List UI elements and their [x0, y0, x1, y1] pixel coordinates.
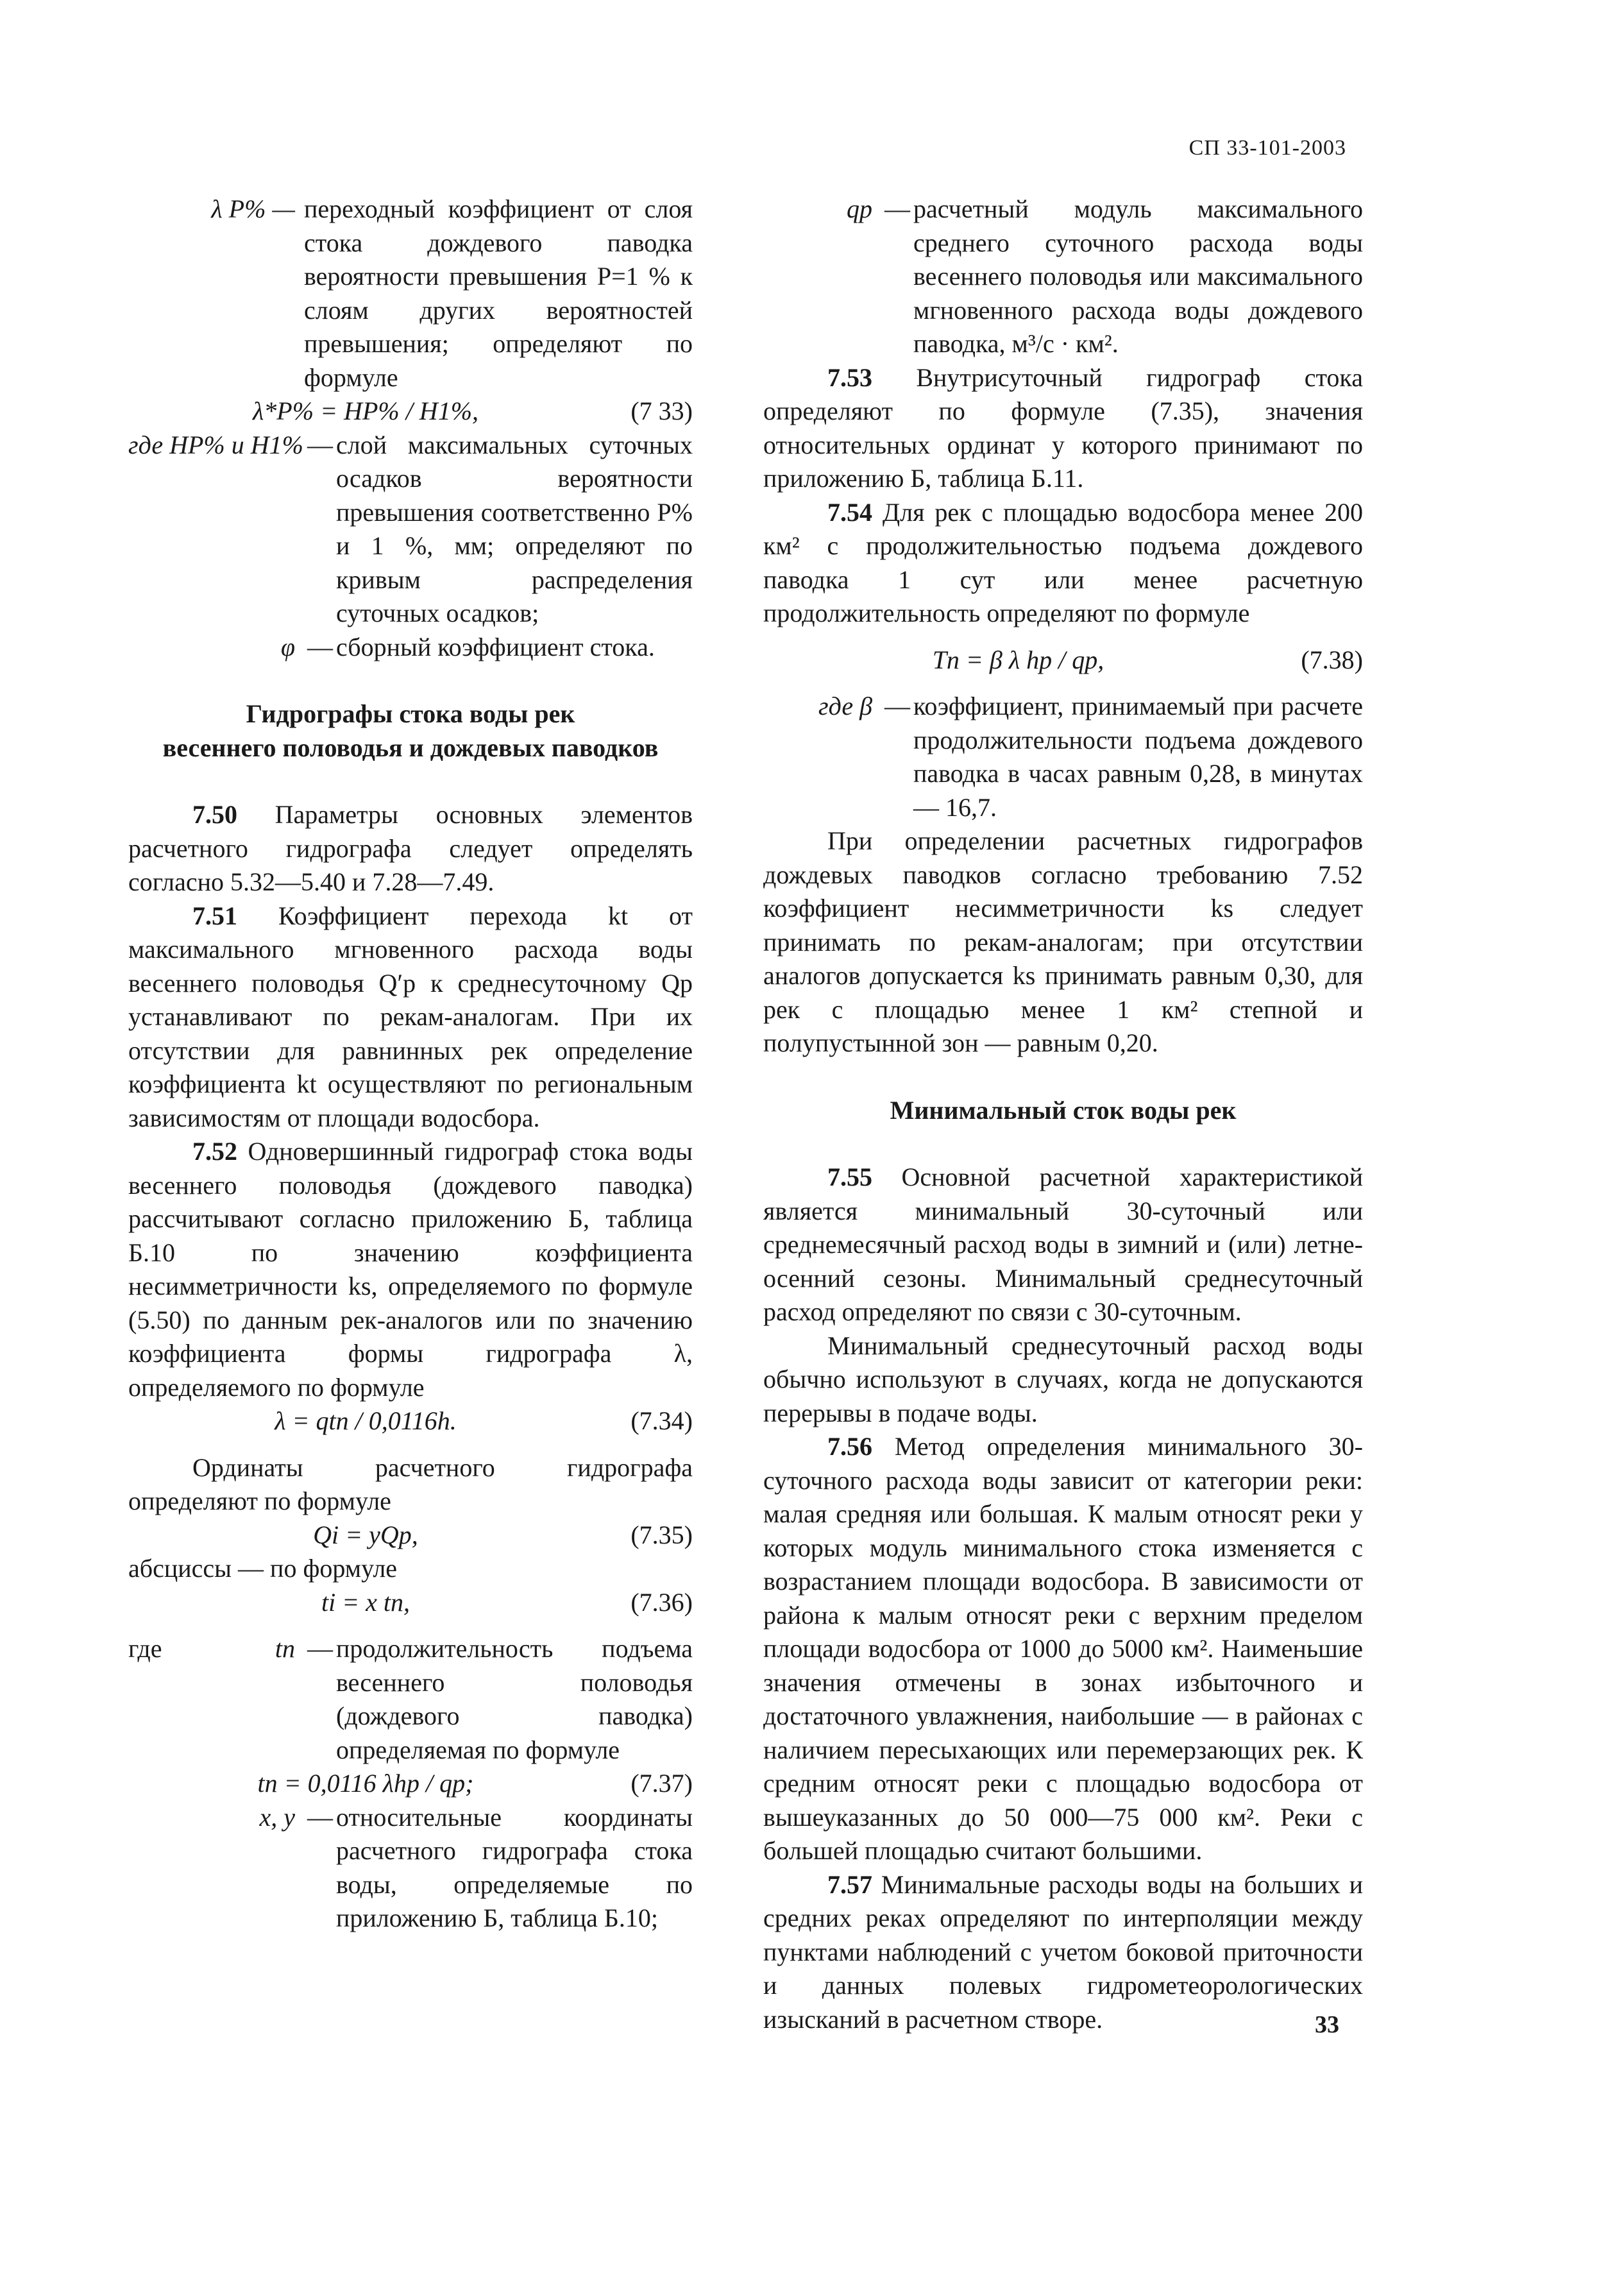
formula-number: (7.37) [630, 1769, 693, 1798]
formula-7-36 [128, 1586, 693, 1620]
paragraph-7-50 [128, 798, 693, 899]
clause-number: 7.50 [192, 800, 237, 829]
paragraph-text: Для рек с площадью водосбора менее 200 км² с продолжительностью подъема дождевого паводка 1 сут или менее расчетную продолжительность определяют по формуле [763, 497, 1363, 627]
section-heading: Гидрографы стока воды рек [246, 699, 575, 728]
definition-text: переходный коэффициент от слоя стока дождевого паводка вероятности превышения P=1 % к слоям других вероятностей превышения; определяют по формуле [304, 194, 693, 392]
definition-text: слой максимальных суточных осадков вероятности превышения соответственно P% и 1 %, мм; определяют по кривым распределения суточных осадков; [336, 430, 693, 627]
definition-lambda [128, 192, 693, 395]
paragraph-7-53 [763, 361, 1363, 496]
definition-H: где HP% и H1% — слой максимальных суточных осадков вероятности превышения соответственно P% и 1 %, мм; определяют по кривым распределения суточных осадков; [128, 429, 693, 631]
formula-number: (7.38) [1301, 645, 1363, 674]
clause-number: 7.56 [827, 1432, 872, 1461]
clause-number: 7.55 [827, 1162, 872, 1191]
paragraph-7-56 [763, 1430, 1363, 1868]
paragraph-text: Коэффициент перехода kt от максимального мгновенного расхода воды весеннего половодья Q′p к среднесуточному Qp устанавливают по рекам-аналогам. При их отсутствии для равнинных рек определение коэффициента kt осуществляют по региональным зависимостям от площади водосбора. [128, 901, 693, 1132]
definition-beta: где β — коэффициент, принимаемый при расчете продолжительности подъема дождевого паводка в часах равным 0,28, в минутах — 16,7. [763, 690, 1363, 824]
definition-text: сборный коэффициент стока. [336, 632, 655, 661]
formula-expression: λ*P% = HP% / H1%, [252, 396, 479, 425]
paragraph-text: Метод определения минимального 30-суточного расхода воды зависит от категории реки: малая средняя или большая. К малым относят реки у которых модуль минимального стока изменяется с возрастанием площади водосбора. В зависимости от района к малым относят реки с верхним пределом площади водосбора от 1000 до 5000 км². Наименьшие значения отмечены в зонах избыточного и достаточного увлажнения, наибольшие — в районах с наличием пересыхающих или перемерзающих рек. К средним относят реки с площадью водосбора от вышеуказанных до 50 000—75 000 км². Реки с большей площадью считают большими. [763, 1432, 1363, 1865]
clause-number: 7.53 [827, 362, 872, 392]
definition-xy: x, y — относительные координаты расчетного гидрографа стока воды, определяемые по приложению Б, таблица Б.10; [128, 1801, 693, 1936]
formula-7-38 [763, 643, 1363, 677]
document-code-header: СП 33-101-2003 [1188, 136, 1346, 160]
formula-number: (7 33) [630, 396, 693, 425]
definition-symbol: qp [847, 194, 872, 223]
page-number: 33 [1315, 2011, 1339, 2038]
left-column [128, 192, 693, 1936]
formula-expression: ti = x tп, [321, 1587, 410, 1617]
definition-text: коэффициент, принимаемый при расчете продолжительности подъема дождевого паводка в часах равным 0,28, в минутах — 16,7. [913, 692, 1363, 822]
definition-text: расчетный модуль максимального среднего суточного расхода воды весеннего половодья или максимального мгновенного расхода воды дождевого паводка, м³/с · км². [913, 194, 1363, 358]
paragraph-hydrographs: При определении расчетных гидрографов дождевых паводков согласно требованию 7.52 коэффициент несимметричности ks следует принимать по рекам-аналогам; при отсутствии аналогов допускается ks принимать равным 0,30, для рек с площадью менее 1 км² степной и полупустынной зон — равным 0,20. [763, 826, 1363, 1057]
paragraph-7-54 [763, 496, 1363, 631]
formula-number: (7.35) [630, 1520, 693, 1549]
definition-symbol: φ [280, 632, 295, 661]
clause-number: 7.57 [827, 1869, 872, 1899]
formula-expression: tп = 0,0116 λhp / qp; [257, 1769, 474, 1798]
definition-symbol: где β [818, 692, 872, 720]
definition-text: продолжительность подъема весеннего половодья (дождевого паводка) определяемая по формуле [336, 1634, 693, 1764]
paragraph-7-55 [763, 1161, 1363, 1329]
paragraph-abscissas: абсциссы — по формуле [128, 1554, 398, 1583]
definition-tp: где tп — продолжительность подъема весеннего половодья (дождевого паводка) определяемая по формуле [128, 1632, 693, 1767]
definition-symbol: где HP% и H1% [128, 430, 303, 459]
paragraph-text: Основной расчетной характеристикой является минимальный 30-суточный или среднемесячный расход воды в зимний и (или) летне-осенний сезоны. Минимальный среднесуточный расход определяют по связи с 30-суточным. [763, 1162, 1363, 1326]
formula-expression: Qi = yQp, [313, 1520, 418, 1549]
formula-number: (7.36) [630, 1587, 693, 1617]
formula-7-37 [128, 1767, 693, 1801]
formula-number: (7.34) [630, 1406, 693, 1435]
definition-symbol: x, y [259, 1802, 295, 1832]
formula-expression: Tп = β λ hp / qp, [932, 645, 1104, 674]
formula-expression: λ = qtп / 0,0116h. [275, 1406, 457, 1435]
paragraph-text: Минимальные расходы воды на больших и средних реках определяют по интерполяции между пунктами наблюдений с учетом боковой приточности и данных полевых гидрометеорологических изысканий в расчетном створе. [763, 1869, 1363, 2034]
section-heading: Минимальный сток воды рек [890, 1095, 1237, 1125]
formula-7-35 [128, 1519, 693, 1553]
paragraph-text: Параметры основных элементов расчетного гидрографа следует определять согласно 5.32—5.40 и 7.28—7.49. [128, 800, 693, 896]
clause-number: 7.54 [827, 497, 872, 527]
definition-symbol: λ P% — [211, 194, 295, 223]
formula-7-33 [128, 395, 693, 429]
paragraph-text: Одновершинный гидрограф стока воды весеннего половодья (дождевого паводка) рассчитывают согласно приложению Б, таблица Б.10 по значению коэффициента несимметричности ks, определяемого по формуле (5.50) по данным рек-аналогов или по значению коэффициента формы гидрографа λ, определяемого по формуле [128, 1137, 693, 1402]
formula-7-34 [128, 1404, 693, 1438]
clause-number: 7.52 [192, 1137, 237, 1166]
definition-text: относительные координаты расчетного гидрографа стока воды, определяемые по приложению Б, таблица Б.10; [336, 1802, 693, 1932]
definition-symbol: tп [275, 1634, 295, 1663]
paragraph-text: Внутрисуточный гидрограф стока определяют по формуле (7.35), значения относительных ординат y которого принимают по приложению Б, таблица Б.11. [763, 362, 1363, 493]
definition-where: где [128, 1634, 162, 1663]
paragraph-7-51 [128, 899, 693, 1136]
paragraph-7-52 [128, 1135, 693, 1404]
paragraph-7-57 [763, 1868, 1363, 2037]
right-column [763, 192, 1363, 2036]
paragraph-minimum: Минимальный среднесуточный расход воды обычно используют в случаях, когда не допускаются перерывы в подаче воды. [763, 1331, 1363, 1427]
paragraph-ordinates: Ординаты расчетного гидрографа определяют по формуле [128, 1452, 693, 1515]
section-heading: весеннего половодья и дождевых паводков [162, 733, 659, 762]
definition-phi: φ — сборный коэффициент стока. [128, 631, 693, 665]
definition-qp: qp — расчетный модуль максимального среднего суточного расхода воды весеннего половодья или максимального мгновенного расхода воды дождевого паводка, м³/с · км². [763, 192, 1363, 361]
clause-number: 7.51 [192, 901, 237, 930]
